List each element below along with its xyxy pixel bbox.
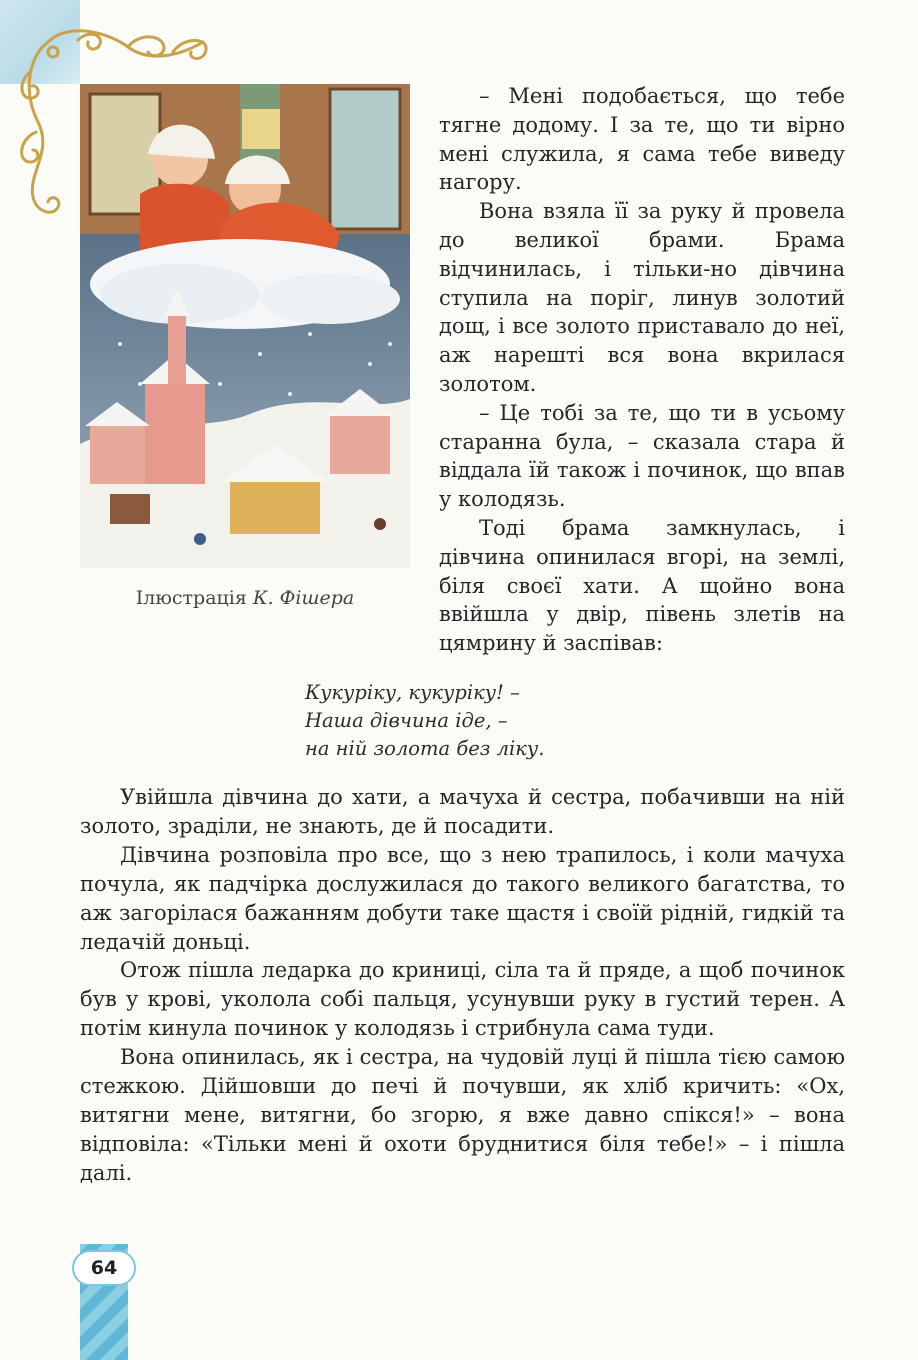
paragraph: Вона опинилась, як і сестра, на чудовій луці й пішла тією самою стежкою. Дійшовши до печі й почувши, як хліб кричить: «Ох, витягни мене, витягни, бо згорю, я вже давно спікся!» – вона відповіла: «Тільки мені й охоти бруднитися біля тебе!» – і пішла далі.: [80, 1045, 845, 1185]
illustration-image: [80, 84, 410, 568]
main-text: [80, 783, 845, 1188]
illustration-caption: [80, 587, 410, 609]
paragraph: – Мені подобається, що тебе тягне додому. І за те, що ти вірно мені служила, я сама тебе виведу нагору.: [439, 84, 845, 195]
paragraph: Вона взяла її за руку й провела до великої брами. Брама відчинилась, і тільки-но дівчина ступила на поріг, линув золотий дощ, і все золото приставало до неї, аж нарешті вся вона вкрилася золотом.: [439, 199, 845, 396]
page-number: 64: [72, 1250, 136, 1286]
poem-line: Кукуріку, кукуріку! –: [305, 681, 520, 704]
paragraph: Увійшла дівчина до хати, а мачуха й сестра, побачивши на ній золото, зраділи, не знають, де й посадити.: [80, 785, 845, 838]
paragraph: – Це тобі за те, що ти в усьому старанна була, – сказала стара й віддала їй також і починок, що впав у колодязь.: [439, 400, 845, 512]
caption-prefix: Ілюстрація: [135, 587, 253, 609]
paragraph: Отож пішла ледарка до криниці, сіла та й пряде, а щоб починок був у крові, уколола собі пальця, усунувши руку в густий терен. А потім кинула починок у колодязь і стрибнула сама туди.: [80, 958, 845, 1041]
right-text-column: [439, 82, 845, 658]
paragraph: Тоді брама замкнулась, і дівчина опинилася вгорі, на землі, біля своєї хати. А щойно вона ввійшла у двір, півень злетів на цямрину й заспівав:: [439, 515, 845, 656]
poem-verse: [305, 679, 544, 763]
paragraph: Дівчина розповіла про все, що з нею трапилось, і коли мачуха почула, як падчірка дослужилася до такого великого багатства, то аж загорілася бажанням добути таке щастя і своїй рідній, гидкій та ледачій доньці.: [80, 842, 845, 954]
caption-author: К. Фішера: [252, 587, 355, 609]
poem-line: Наша дівчина іде, –: [305, 709, 508, 732]
poem-line: на ній золота без ліку.: [305, 737, 545, 760]
